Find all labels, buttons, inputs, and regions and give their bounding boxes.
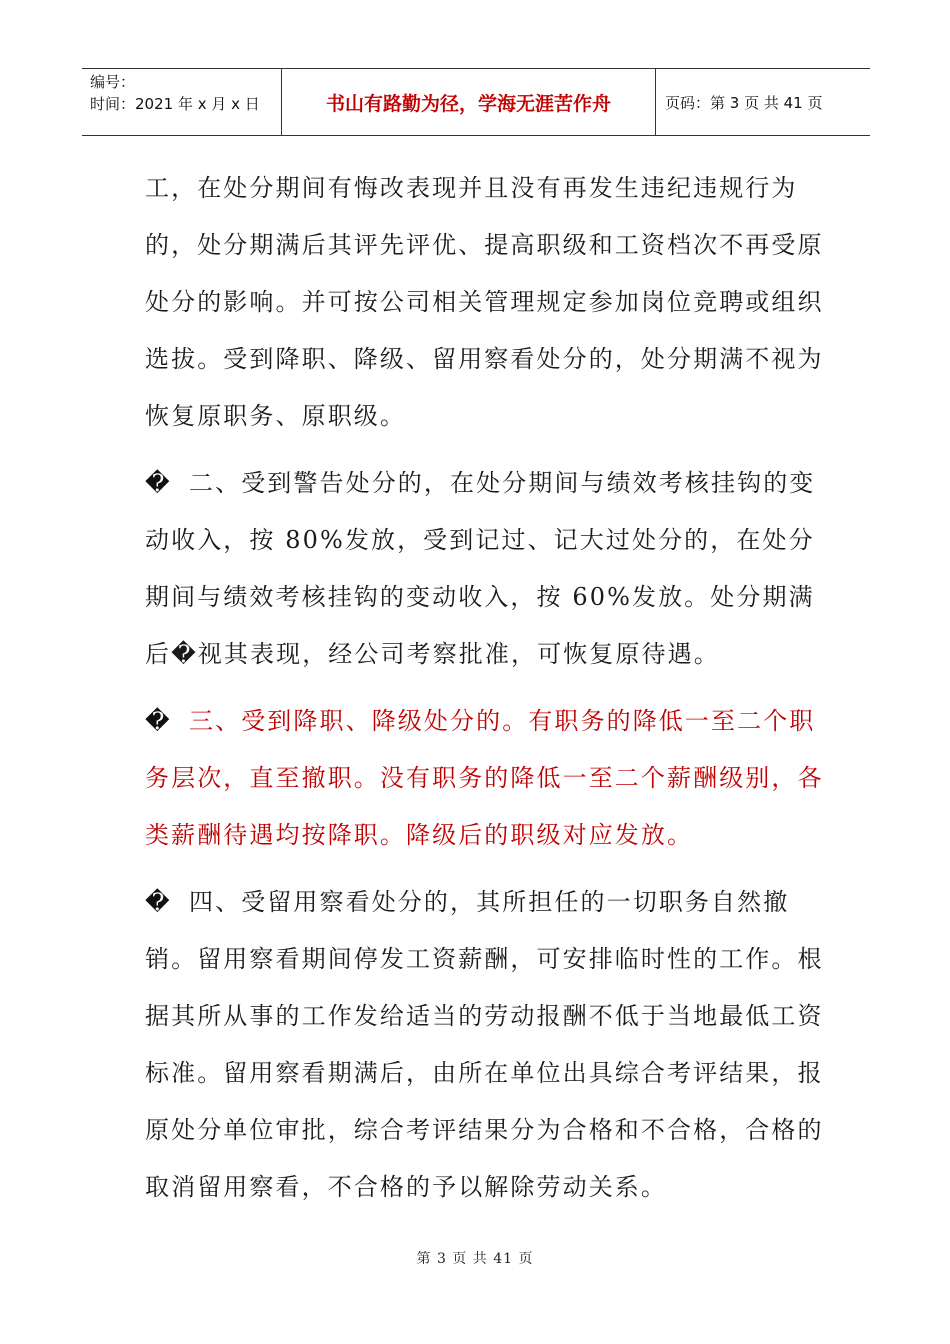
bullet-glyph: � — [145, 888, 170, 916]
serial-label: 编号： — [90, 73, 136, 91]
paragraph-3-text: 三、受到降职、降级处分的。有职务的降低一至二个职务层次，直至撤职。没有职务的降低一至二个薪酬级别，各类薪酬待遇均按降职。降级后的职级对应发放。 — [145, 707, 824, 849]
bullet-glyph: � — [145, 469, 170, 497]
page-footer: 第 3 页 共 41 页 — [416, 1251, 534, 1267]
paragraph-2-text: 二、受到警告处分的，在处分期间与绩效考核挂钩的变动收入，按 80%发放，受到记过、记大过处分的，在处分期间与绩效考核挂钩的变动收入，按 60%发放。处分期满后�视其表现，经公司考察批准，可恢复原待遇。 — [145, 469, 816, 668]
paragraph-1: 工，在处分期间有悔改表现并且没有再发生违纪违规行为的，处分期满后其评先评优、提高职级和工资档次不再受原处分的影响。并可按公司相关管理规定参加岗位竞聘或组织选拔。受到降职、降级、留用察看处分的，处分期满不视为恢复原职务、原职级。 — [145, 174, 824, 430]
header-motto: 书山有路勤为径，学海无涯苦作舟 — [282, 69, 656, 135]
paragraph-2 — [145, 455, 825, 683]
paragraph-4-text: 四、受留用察看处分的，其所担任的一切职务自然撤销。留用察看期间停发工资薪酬，可安排临时性的工作。根据其所从事的工作发给适当的劳动报酬不低于当地最低工资标准。留用察看期满后，由所在单位出具综合考评结果，报原处分单位审批，综合考评结果分为合格和不合格，合格的取消留用察看，不合格的予以解除劳动关系。 — [145, 888, 824, 1201]
page-header — [82, 68, 870, 136]
paragraph-4 — [145, 874, 825, 1216]
document-body — [145, 160, 825, 1216]
header-page-info: 页码：第 3 页 共 41 页 — [665, 93, 823, 112]
header-meta — [82, 69, 282, 135]
date-label: 时间：2021 年 x 月 x 日 — [90, 95, 260, 113]
paragraph-3 — [145, 693, 825, 864]
bullet-glyph: � — [145, 707, 170, 735]
